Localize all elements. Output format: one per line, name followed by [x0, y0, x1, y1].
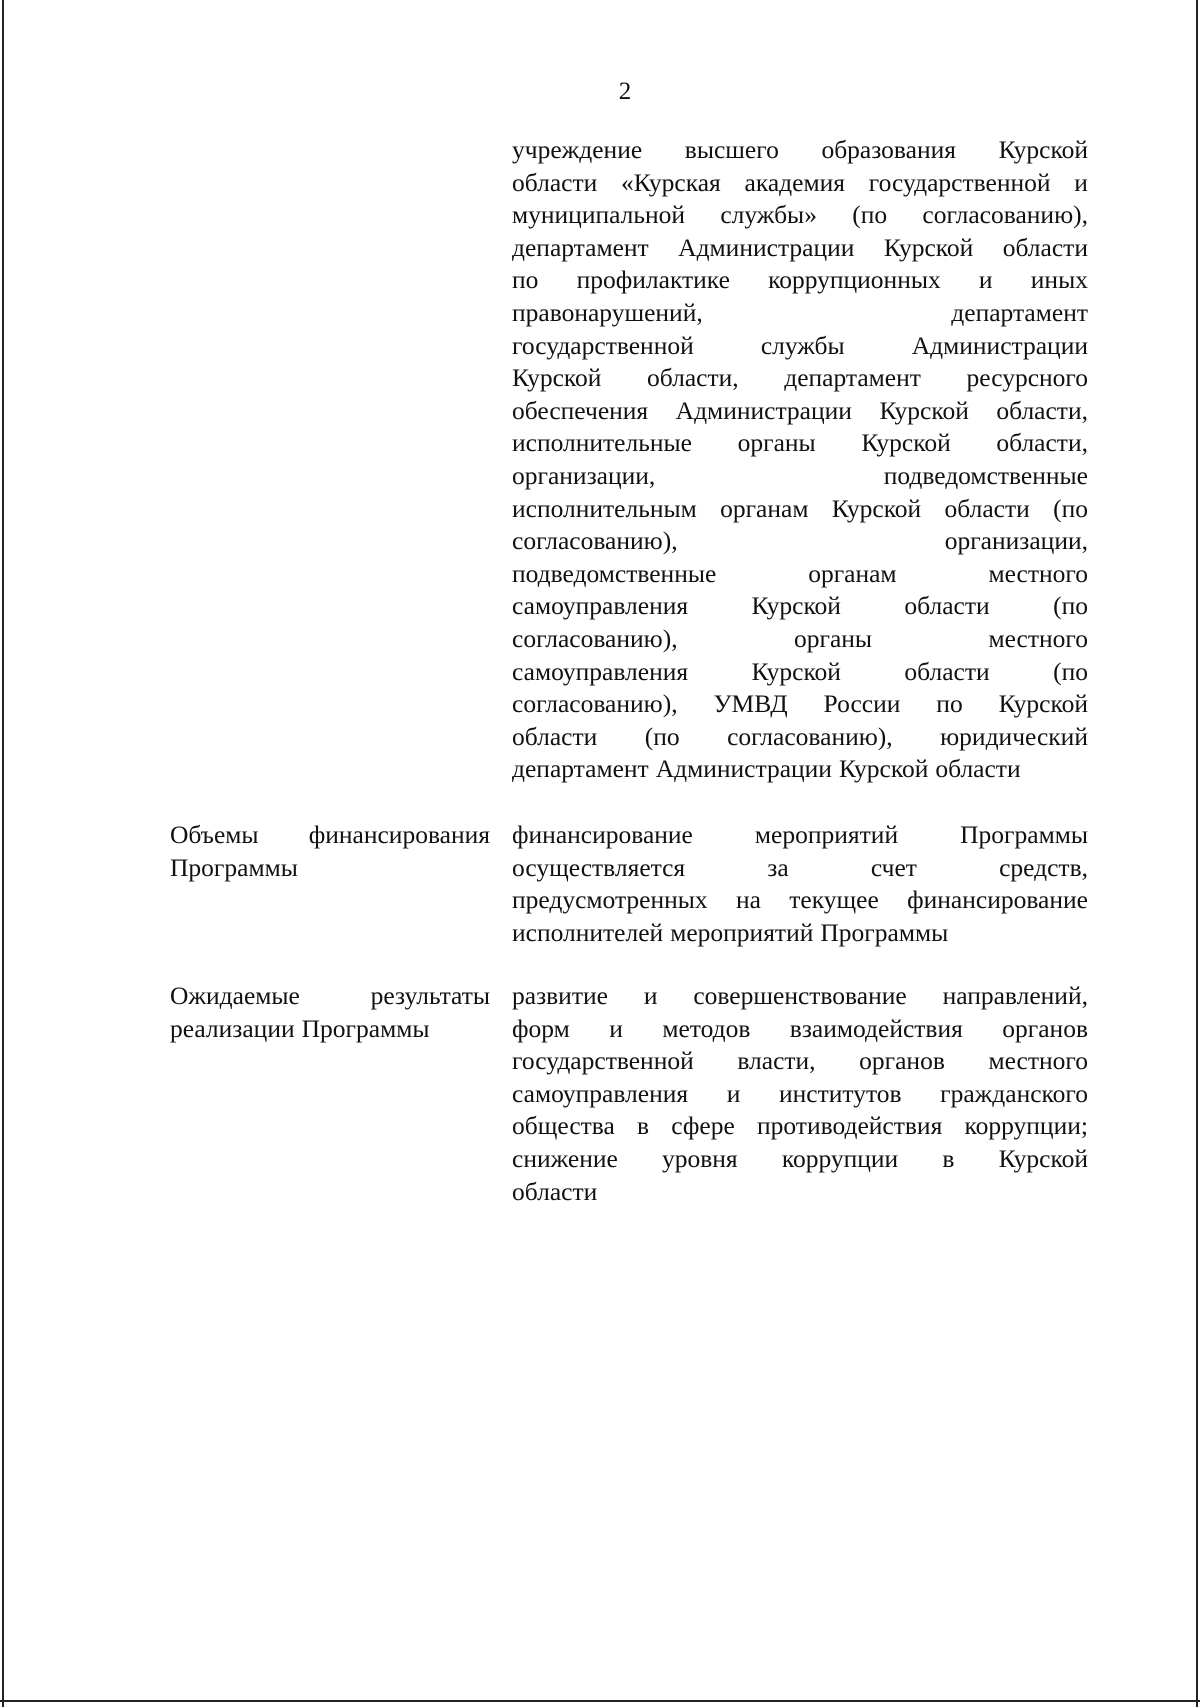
word: Программы — [170, 852, 298, 882]
word: департамент — [512, 754, 649, 784]
word: Курской — [838, 754, 929, 784]
executors-continued-text — [512, 134, 1088, 786]
word: методов — [662, 1013, 751, 1043]
word: форм — [512, 1013, 570, 1043]
word: самоуправления — [512, 656, 689, 686]
text-line — [512, 134, 1088, 167]
word: Курской — [831, 493, 922, 523]
text-line — [512, 558, 1088, 591]
word: государственной — [868, 167, 1051, 197]
word: местного — [988, 623, 1088, 653]
word: (по — [1053, 493, 1088, 523]
word: органы — [737, 428, 816, 458]
text-line — [512, 330, 1088, 363]
word: по — [512, 265, 539, 295]
word: исполнительные — [512, 428, 692, 458]
word: подведомственные — [883, 460, 1088, 490]
word: высшего — [684, 135, 779, 164]
text-line — [512, 884, 1088, 917]
text-line — [512, 493, 1088, 526]
word: средств, — [999, 852, 1088, 882]
word: Администрации — [911, 330, 1088, 360]
word: исполнительным — [512, 493, 697, 523]
word: Программы — [820, 917, 949, 947]
word: коррупции — [781, 1143, 899, 1173]
text-line — [512, 852, 1088, 885]
word: области — [904, 591, 990, 621]
word: исполнителей — [512, 917, 664, 947]
text-line — [170, 852, 490, 885]
word: противодействия — [757, 1111, 943, 1141]
word: Курской — [998, 689, 1088, 719]
word: департамент — [512, 232, 649, 262]
word: в — [942, 1143, 955, 1173]
word: области — [512, 167, 598, 197]
text-line — [512, 362, 1088, 395]
text-line — [170, 980, 490, 1013]
expected-results-label — [170, 980, 490, 1045]
word: согласованию), — [512, 689, 678, 719]
word: государственной — [512, 1046, 694, 1076]
expected-results-text — [512, 980, 1088, 1208]
word: Курской — [998, 135, 1088, 164]
word: самоуправления — [512, 1078, 689, 1108]
word: согласованию), — [512, 623, 678, 653]
word: органам — [808, 558, 897, 588]
word: совершенствование — [693, 981, 907, 1010]
scan-border-right — [1196, 0, 1198, 1707]
word: Администрации — [675, 395, 852, 425]
word: УМВД — [713, 689, 788, 719]
word: Программы — [301, 1013, 430, 1043]
word: подведомственные — [512, 558, 717, 588]
word: снижение — [512, 1143, 618, 1173]
word: на — [735, 885, 761, 915]
word: организации, — [944, 526, 1088, 556]
text-line — [512, 656, 1088, 689]
word: уровня — [662, 1143, 738, 1173]
text-line — [512, 1013, 1088, 1046]
text-line — [512, 232, 1088, 265]
word: коррупции; — [964, 1111, 1088, 1141]
word: органам — [720, 493, 809, 523]
word: муниципальной — [512, 200, 686, 230]
word: области — [1002, 232, 1088, 262]
text-line — [512, 1110, 1088, 1143]
text-line — [170, 1013, 490, 1046]
text-line — [512, 525, 1088, 558]
text-line — [512, 753, 1088, 786]
word: организации, — [512, 460, 656, 490]
word: направлений, — [942, 981, 1088, 1010]
word: и — [978, 265, 993, 295]
text-line — [512, 721, 1088, 754]
text-line — [512, 623, 1088, 656]
word: департамент — [951, 297, 1088, 327]
text-line — [512, 980, 1088, 1013]
word: государственной — [512, 330, 694, 360]
word: области, — [647, 363, 739, 393]
word: Курской — [861, 428, 951, 458]
text-line — [512, 199, 1088, 232]
word: Администрации — [655, 754, 832, 784]
word: Курской — [751, 591, 841, 621]
word: взаимодействия — [789, 1013, 963, 1043]
text-line — [512, 590, 1088, 623]
word: обеспечения — [512, 395, 649, 425]
word: мероприятий — [670, 917, 814, 947]
word: осуществляется — [512, 852, 686, 882]
word: службы» — [720, 200, 817, 230]
word: области — [512, 1176, 598, 1206]
word: Объемы — [170, 820, 259, 849]
word: коррупционных — [768, 265, 941, 295]
word: согласованию), — [727, 721, 893, 751]
text-line — [512, 917, 1088, 950]
text-line — [512, 395, 1088, 428]
word: текущее — [789, 885, 879, 915]
word: органов — [1002, 1013, 1088, 1043]
scan-border-left — [2, 0, 4, 1707]
word: местного — [988, 558, 1088, 588]
word: результаты — [370, 981, 490, 1010]
word: Ожидаемые — [170, 981, 300, 1010]
word: гражданского — [940, 1078, 1088, 1108]
text-line — [512, 167, 1088, 200]
word: за — [767, 852, 789, 882]
word: «Курская — [621, 167, 721, 197]
word: области — [904, 656, 990, 686]
word: Курской — [751, 656, 841, 686]
word: согласованию), — [512, 526, 678, 556]
word: Курской — [879, 395, 969, 425]
text-line — [512, 460, 1088, 493]
word: (по — [1053, 591, 1088, 621]
word: финансирование — [907, 885, 1088, 915]
word: (по — [1053, 656, 1088, 686]
word: юридический — [940, 721, 1088, 751]
word: счет — [870, 852, 917, 882]
word: и — [643, 981, 658, 1010]
word: институтов — [778, 1078, 902, 1108]
word: финансирования — [308, 820, 490, 849]
word: образования — [821, 135, 956, 164]
word: области, — [996, 428, 1088, 458]
word: учреждение — [512, 135, 643, 164]
word: предусмотренных — [512, 885, 708, 915]
text-line — [512, 688, 1088, 721]
word: академия — [744, 167, 845, 197]
word: Курской — [883, 232, 974, 262]
word: и — [1074, 167, 1088, 197]
page-number: 2 — [618, 78, 632, 105]
text-line — [512, 1045, 1088, 1078]
word: реализации — [170, 1013, 295, 1043]
word: развитие — [512, 981, 608, 1010]
word: мероприятий — [754, 820, 899, 849]
text-line — [512, 297, 1088, 330]
word: департамент — [784, 363, 921, 393]
word: области — [512, 721, 598, 751]
word: Курской — [512, 363, 602, 393]
financing-label — [170, 819, 490, 884]
scan-border-bottom — [0, 1700, 1200, 1702]
text-line — [512, 427, 1088, 460]
word: области, — [996, 395, 1088, 425]
word: (по — [852, 200, 888, 230]
word: общества — [512, 1111, 615, 1141]
word: в — [637, 1111, 650, 1141]
word: власти, — [737, 1046, 816, 1076]
word: финансирование — [512, 820, 693, 849]
word: правонарушений, — [512, 297, 703, 327]
word: по — [936, 689, 963, 719]
word: Администрации — [678, 232, 855, 262]
word: местного — [988, 1046, 1088, 1076]
word: и — [609, 1013, 623, 1043]
word: и — [726, 1078, 741, 1108]
word: самоуправления — [512, 591, 689, 621]
word: Программы — [960, 820, 1088, 849]
word: органы — [793, 623, 873, 653]
text-line — [512, 1176, 1088, 1209]
word: Курской — [998, 1143, 1088, 1173]
financing-text — [512, 819, 1088, 949]
word: сфере — [671, 1111, 735, 1141]
word: иных — [1030, 265, 1088, 295]
word: ресурсного — [966, 363, 1088, 393]
word: органов — [859, 1046, 945, 1076]
text-line — [512, 264, 1088, 297]
word: профилактике — [576, 265, 730, 295]
word: России — [823, 689, 901, 719]
word: (по — [644, 721, 680, 751]
text-line — [512, 1143, 1088, 1176]
text-line — [512, 819, 1088, 852]
text-line — [512, 1078, 1088, 1111]
word: службы — [760, 330, 845, 360]
word: области — [935, 754, 1021, 784]
word: согласованию), — [922, 200, 1088, 230]
word: области — [944, 493, 1030, 523]
text-line — [170, 819, 490, 852]
